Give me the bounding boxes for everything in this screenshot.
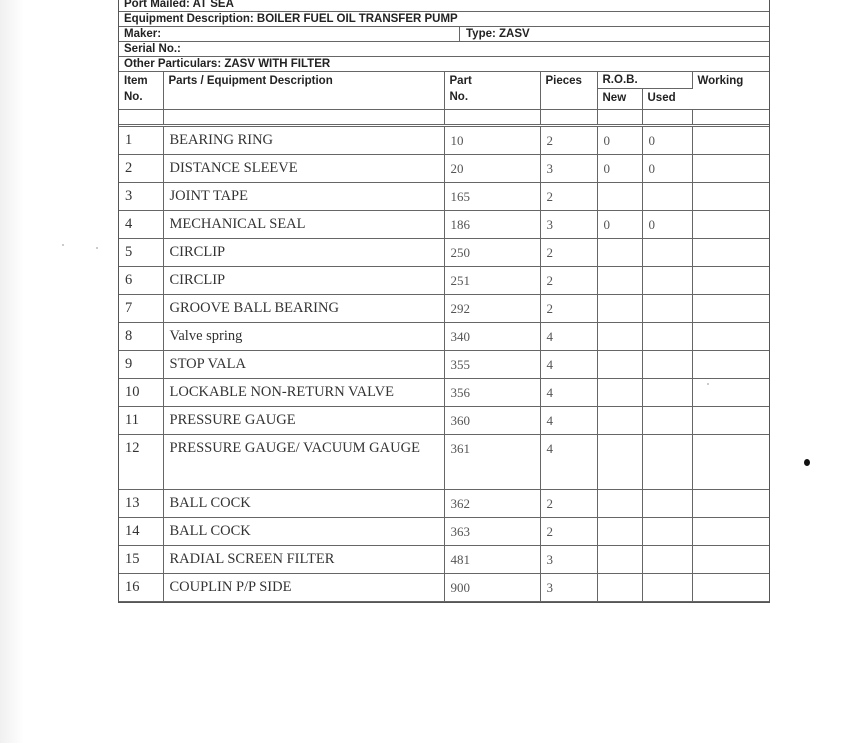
item-no-cell: 2: [119, 155, 163, 183]
col-item-no: Item No.: [119, 72, 163, 110]
rob-new-cell: [597, 295, 642, 323]
maker-type-row: [119, 27, 769, 42]
part-no-cell: 165: [444, 183, 540, 211]
part-no-cell: 292: [444, 295, 540, 323]
item-no-cell: 1: [119, 126, 163, 155]
part-no-cell: 361: [444, 435, 540, 490]
table-row: [119, 155, 769, 183]
pieces-cell: 3: [540, 546, 597, 574]
port-mailed-field: Port Mailed: AT SEA: [119, 0, 769, 12]
item-no-cell: 15: [119, 546, 163, 574]
table-row: [119, 379, 769, 407]
rob-used-cell: [642, 351, 692, 379]
item-no-cell: 7: [119, 295, 163, 323]
description-cell: PRESSURE GAUGE: [163, 407, 444, 435]
rob-new-cell: 0: [597, 211, 642, 239]
part-no-cell: 10: [444, 126, 540, 155]
table-row: [119, 435, 769, 490]
part-no-cell: 900: [444, 574, 540, 602]
part-no-cell: 251: [444, 267, 540, 295]
rob-new-cell: [597, 574, 642, 602]
table-row: [119, 490, 769, 518]
rob-new-cell: 0: [597, 126, 642, 155]
col-description: Parts / Equipment Description: [163, 72, 444, 110]
scan-speck: [707, 383, 709, 385]
pieces-cell: 2: [540, 267, 597, 295]
item-no-cell: 11: [119, 407, 163, 435]
table-row: [119, 574, 769, 602]
serial-no-field: Serial No.:: [119, 42, 769, 57]
table-row: [119, 351, 769, 379]
other-particulars-field: Other Particulars: ZASV WITH FILTER: [119, 57, 769, 72]
rob-used-cell: 0: [642, 211, 692, 239]
working-cell: [692, 435, 769, 490]
item-no-cell: 16: [119, 574, 163, 602]
rob-new-cell: [597, 183, 642, 211]
col-rob-new: New: [597, 89, 642, 110]
parts-table: [119, 72, 769, 602]
item-no-cell: 4: [119, 211, 163, 239]
working-cell: [692, 211, 769, 239]
table-row: [119, 546, 769, 574]
equipment-description-field: Equipment Description: BOILER FUEL OIL TRANSFER PUMP: [119, 12, 769, 27]
pieces-cell: 4: [540, 407, 597, 435]
ink-dot: [804, 459, 810, 466]
rob-used-cell: [642, 323, 692, 351]
part-no-cell: 355: [444, 351, 540, 379]
description-cell: DISTANCE SLEEVE: [163, 155, 444, 183]
rob-new-cell: [597, 239, 642, 267]
part-no-cell: 250: [444, 239, 540, 267]
table-row: [119, 407, 769, 435]
spare-parts-form: [118, 0, 770, 603]
pieces-cell: 4: [540, 435, 597, 490]
pieces-cell: 3: [540, 155, 597, 183]
pieces-cell: 2: [540, 518, 597, 546]
col-pieces: Pieces: [540, 72, 597, 110]
description-cell: CIRCLIP: [163, 267, 444, 295]
table-spacer-row: [119, 110, 769, 126]
pieces-cell: 3: [540, 211, 597, 239]
col-part-no: Part No.: [444, 72, 540, 110]
pieces-cell: 2: [540, 239, 597, 267]
rob-new-cell: [597, 267, 642, 295]
table-row: [119, 295, 769, 323]
description-cell: MECHANICAL SEAL: [163, 211, 444, 239]
rob-used-cell: 0: [642, 155, 692, 183]
rob-used-cell: [642, 183, 692, 211]
col-rob-used: Used: [642, 89, 692, 110]
rob-used-cell: [642, 518, 692, 546]
part-no-cell: 363: [444, 518, 540, 546]
rob-used-cell: [642, 239, 692, 267]
table-row: [119, 211, 769, 239]
part-no-cell: 186: [444, 211, 540, 239]
working-cell: [692, 267, 769, 295]
rob-used-cell: [642, 574, 692, 602]
table-row: [119, 267, 769, 295]
part-no-cell: 356: [444, 379, 540, 407]
rob-used-cell: [642, 267, 692, 295]
pieces-cell: 3: [540, 574, 597, 602]
table-row: [119, 183, 769, 211]
table-header-row: [119, 72, 769, 89]
working-cell: [692, 351, 769, 379]
description-cell: RADIAL SCREEN FILTER: [163, 546, 444, 574]
pieces-cell: 4: [540, 351, 597, 379]
working-cell: [692, 546, 769, 574]
item-no-cell: 14: [119, 518, 163, 546]
scan-speck: [96, 247, 98, 249]
scan-speck: [62, 244, 64, 246]
working-cell: [692, 155, 769, 183]
description-cell: CIRCLIP: [163, 239, 444, 267]
part-no-cell: 481: [444, 546, 540, 574]
rob-used-cell: [642, 435, 692, 490]
rob-new-cell: [597, 323, 642, 351]
pieces-cell: 2: [540, 126, 597, 155]
description-cell: BALL COCK: [163, 490, 444, 518]
working-cell: [692, 239, 769, 267]
rob-new-cell: [597, 546, 642, 574]
part-no-cell: 340: [444, 323, 540, 351]
rob-new-cell: [597, 407, 642, 435]
table-row: [119, 518, 769, 546]
rob-used-cell: [642, 379, 692, 407]
item-no-cell: 5: [119, 239, 163, 267]
part-no-cell: 20: [444, 155, 540, 183]
description-cell: LOCKABLE NON-RETURN VALVE: [163, 379, 444, 407]
working-cell: [692, 490, 769, 518]
item-no-cell: 3: [119, 183, 163, 211]
col-working: Working: [692, 72, 769, 110]
description-cell: BEARING RING: [163, 126, 444, 155]
rob-new-cell: 0: [597, 155, 642, 183]
col-rob: R.O.B.: [597, 72, 692, 89]
working-cell: [692, 323, 769, 351]
maker-field: Maker:: [124, 28, 162, 40]
working-cell: [692, 574, 769, 602]
type-field: Type: ZASV: [459, 27, 530, 41]
description-cell: BALL COCK: [163, 518, 444, 546]
working-cell: [692, 126, 769, 155]
item-no-cell: 10: [119, 379, 163, 407]
description-cell: GROOVE BALL BEARING: [163, 295, 444, 323]
item-no-cell: 13: [119, 490, 163, 518]
item-no-cell: 9: [119, 351, 163, 379]
description-cell: STOP VALA: [163, 351, 444, 379]
rob-used-cell: [642, 295, 692, 323]
part-no-cell: 360: [444, 407, 540, 435]
rob-used-cell: 0: [642, 126, 692, 155]
pieces-cell: 2: [540, 490, 597, 518]
rob-used-cell: [642, 546, 692, 574]
pieces-cell: 2: [540, 183, 597, 211]
description-cell: Valve spring: [163, 323, 444, 351]
rob-new-cell: [597, 518, 642, 546]
rob-new-cell: [597, 435, 642, 490]
table-row: [119, 323, 769, 351]
description-cell: JOINT TAPE: [163, 183, 444, 211]
item-no-cell: 6: [119, 267, 163, 295]
rob-new-cell: [597, 351, 642, 379]
pieces-cell: 2: [540, 295, 597, 323]
item-no-cell: 12: [119, 435, 163, 490]
description-cell: PRESSURE GAUGE/ VACUUM GAUGE: [163, 435, 444, 490]
description-cell: COUPLIN P/P SIDE: [163, 574, 444, 602]
working-cell: [692, 379, 769, 407]
part-no-cell: 362: [444, 490, 540, 518]
table-row: [119, 239, 769, 267]
table-row: [119, 126, 769, 155]
working-cell: [692, 183, 769, 211]
working-cell: [692, 518, 769, 546]
working-cell: [692, 407, 769, 435]
pieces-cell: 4: [540, 323, 597, 351]
working-cell: [692, 295, 769, 323]
rob-used-cell: [642, 490, 692, 518]
pieces-cell: 4: [540, 379, 597, 407]
scan-edge-shadow: [0, 0, 24, 743]
rob-new-cell: [597, 379, 642, 407]
item-no-cell: 8: [119, 323, 163, 351]
rob-used-cell: [642, 407, 692, 435]
rob-new-cell: [597, 490, 642, 518]
